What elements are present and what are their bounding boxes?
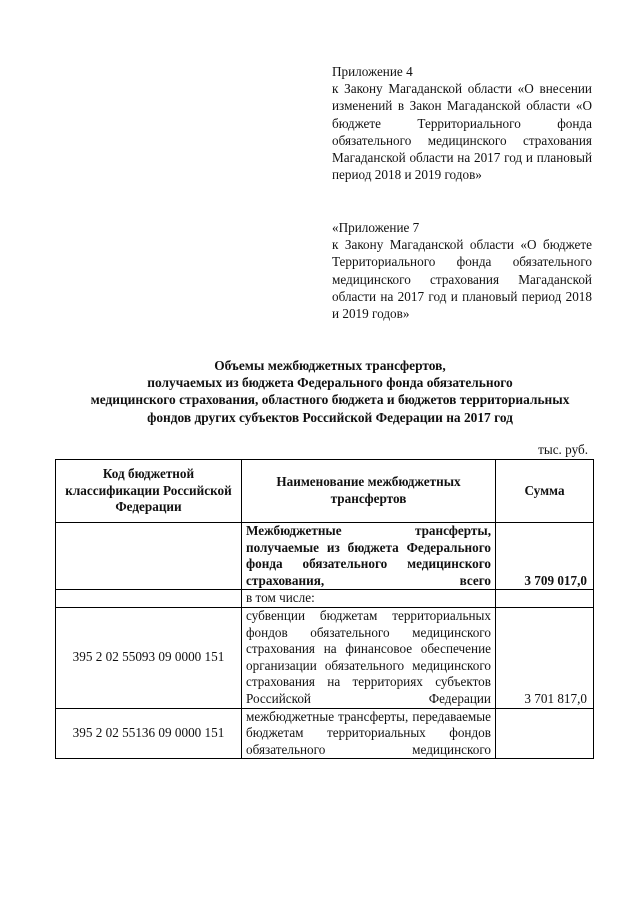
title-line-1: Объемы межбюджетных трансфертов, xyxy=(214,358,446,373)
row-name: межбюджетные трансферты, передаваемые бюджетам территориальных фондов обязательного медицинского xyxy=(242,708,496,759)
row-sum: 3 701 817,0 xyxy=(496,607,594,708)
header-code: Код бюджетной классификации Российской Федерации xyxy=(56,460,242,523)
title-line-3: медицинского страхования, областного бюджета и бюджетов территориальных xyxy=(90,392,570,408)
table-row xyxy=(56,607,594,708)
table-header-row xyxy=(56,460,594,523)
appendix-4-block xyxy=(332,63,592,183)
header-sum: Сумма xyxy=(496,460,594,523)
row-code xyxy=(56,590,242,608)
document-title xyxy=(40,357,620,426)
row-name: субвенции бюджетам территориальных фондов обязательного медицинского страхования на финансовое обеспечение организации обязательного медицинского страхования на территориях субъектов Российской Федерации xyxy=(242,607,496,708)
title-line-4: фондов других субъектов Российской Федерации на 2017 год xyxy=(147,409,513,425)
units-label: тыс. руб. xyxy=(538,442,588,457)
title-line-2: получаемых из бюджета Федерального фонда обязательного xyxy=(147,375,513,391)
appendix-4-title: Приложение 4 xyxy=(332,64,413,79)
row-name: в том числе: xyxy=(242,590,496,608)
row-name: Межбюджетные трансферты, получаемые из бюджета Федерального фонда обязательного медицинского страхования, всего xyxy=(242,523,496,590)
table-row xyxy=(56,708,594,759)
row-code: 395 2 02 55093 09 0000 151 xyxy=(56,607,242,708)
transfers-table xyxy=(55,459,594,759)
row-sum xyxy=(496,590,594,608)
table-row xyxy=(56,523,594,590)
appendix-7-block xyxy=(332,219,592,322)
appendix-4-text: к Закону Магаданской области «О внесении изменений в Закон Магаданской области «О бюджете Территориального фонда обязательного медицинского страхования Магаданской области на 2017 год и плановый период 2018 и 2019 годов» xyxy=(332,81,592,183)
header-name: Наименование межбюджетных трансфертов xyxy=(242,460,496,523)
row-sum: 3 709 017,0 xyxy=(496,523,594,590)
row-code: 395 2 02 55136 09 0000 151 xyxy=(56,708,242,759)
row-sum xyxy=(496,708,594,759)
table-row xyxy=(56,590,594,608)
appendix-7-title: «Приложение 7 xyxy=(332,220,420,235)
row-code xyxy=(56,523,242,590)
appendix-7-text: к Закону Магаданской области «О бюджете Территориального фонда обязательного медицинского страхования Магаданской области на 2017 год и плановый период 2018 и 2019 годов» xyxy=(332,237,592,322)
